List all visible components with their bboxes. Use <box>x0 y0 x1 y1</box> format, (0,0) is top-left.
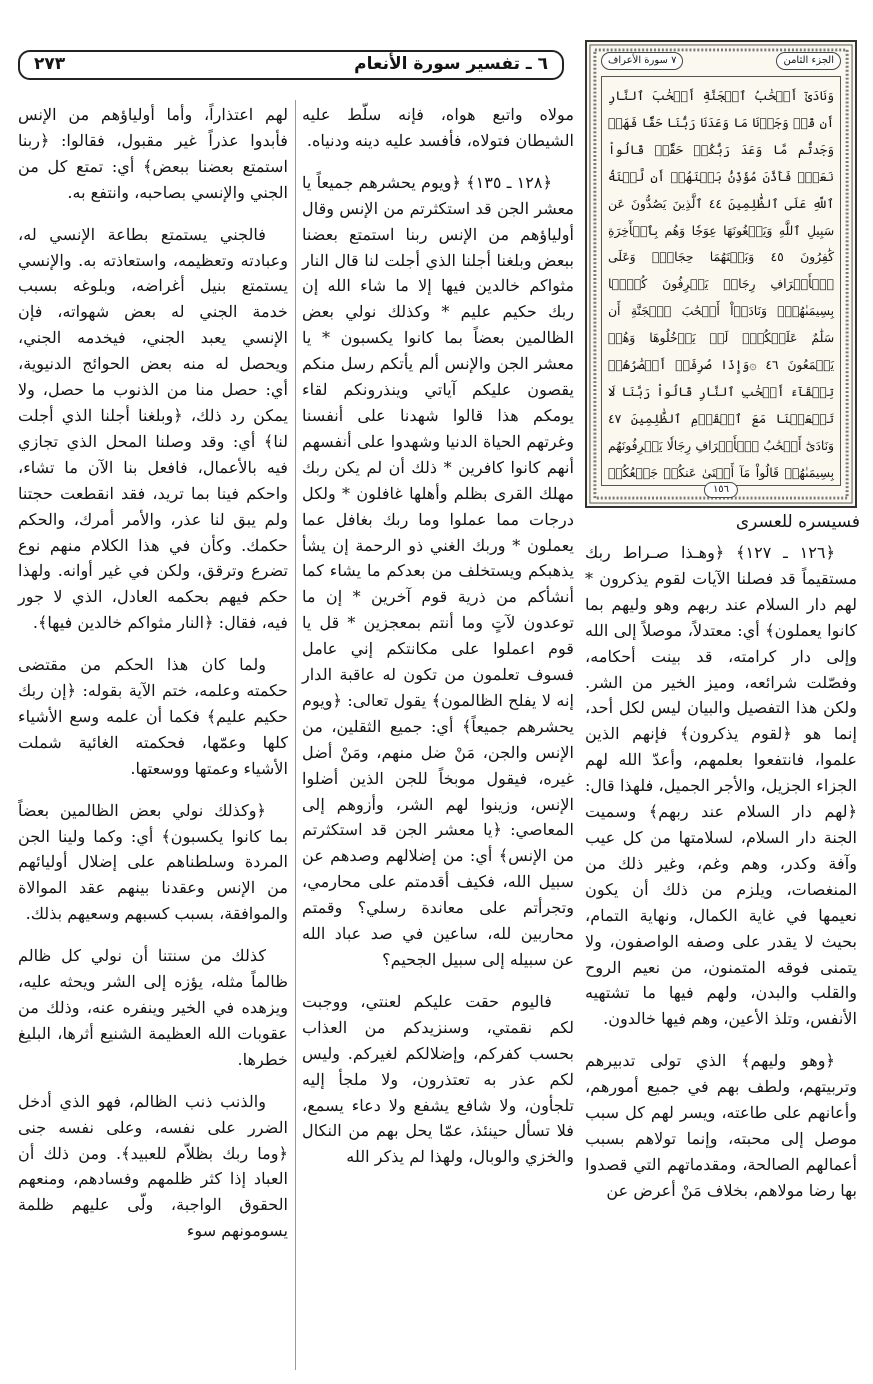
paragraph: فالجني يستمتع بطاعة الإنسي له، وعبادته وتعظيمه، واستعاذته به. والإنسي يستمتع بنيل أغراضه، وبلوغه بسبب خدمة الجني له بعض شهواته، فإن الإنسي يعبد الجني، فيخدمه الجني، ويحصل له منه بعض الحوائج الدنيوية، أي: حصل منا من الذنوب ما حصل، ولا يمكن رد ذلك، ﴿وبلغنا أجلنا الذي أجلت لنا﴾ أي: وقد وصلنا المحل الذي تجازي فيه بالأعمال، فافعل بنا الآن ما تشاء، واحكم فينا بما تريد، فقد انقطعت حجتنا ولم يبق لنا عذر، والأمر أمرك، والحكم حكمك. وكأن في هذا الكلام منهم نوع تضرع وترقق، ولكن في غير أوانه. ولهذا حكم فيهم بحكمه العادل، الذي لا جور فيه، فقال: ﴿النار مثواكم خالدين فيها﴾. <box>18 224 288 633</box>
quran-verses: وَنَادَىٰٓ أَصۡحَٰبُ ٱلۡجَنَّةِ أَصۡحَٰبَ ٱلنَّارِ أَن قَدۡ وَجَدۡنَا مَا وَعَدَنَا رَبُّنَا حَقّٗا فَهَلۡ وَجَدتُّم مَّا وَعَدَ رَبُّكُمۡ حَقّٗاۖ قَالُواْ نَعَمۡۚ فَأَذَّنَ مُؤَذِّنُۢ بَيۡنَهُمۡ أَن لَّعۡنَةُ ٱللَّهِ عَلَى ٱلظَّٰلِمِينَ ٤٤ ٱلَّذِينَ يَصُدُّونَ عَن سَبِيلِ ٱللَّهِ وَيَبۡغُونَهَا عِوَجٗا وَهُم بِٱلۡأٓخِرَةِ كَٰفِرُونَ ٤٥ وَبَيۡنَهُمَا حِجَابٞۚ وَعَلَى ٱلۡأَعۡرَافِ رِجَالٞ يَعۡرِفُونَ كُلَّۢا بِسِيمَىٰهُمۡۚ وَنَادَوۡاْ أَصۡحَٰبَ ٱلۡجَنَّةِ أَن سَلَٰمٌ عَلَيۡكُمۡۚ لَمۡ يَدۡخُلُوهَا وَهُمۡ يَطۡمَعُونَ ٤٦ ۞وَإِذَا صُرِفَتۡ أَبۡصَٰرُهُمۡ تِلۡقَآءَ أَصۡحَٰبِ ٱلنَّارِ قَالُواْ رَبَّنَا لَا تَجۡعَلۡنَا مَعَ ٱلۡقَوۡمِ ٱلظَّٰلِمِينَ ٤٧ وَنَادَىٰٓ أَصۡحَٰبُ ٱلۡأَعۡرَافِ رِجَالٗا يَعۡرِفُونَهُم بِسِيمَىٰهُمۡ قَالُواْ مَآ أَغۡنَىٰ عَنكُمۡ جَمۡعُكُمۡ <box>601 76 841 486</box>
running-header-title: ٦ ـ تفسير سورة الأنعام <box>354 54 548 74</box>
paragraph: كذلك من سنتنا أن نولي كل ظالم ظالماً مثله، يؤزه إلى الشر ويحثه عليه، ويزهده في الخير وينفره عنه، وذلك من عقوبات الله العظيمة الشنيع أثرها، البليغ خطرها. <box>18 946 288 1069</box>
juz-label: الجزء الثامن <box>776 52 841 70</box>
paragraph: فاليوم حقت عليكم لعنتي، ووجبت لكم نقمتي، وسنزيدكم من العذاب بحسب كفركم، وإضلالكم لغيركم. وليس لكم عذر به تعتذرون، ولا ملجأ إليه تلجأون، ولا شافع يشفع ولا دعاء يسمع، فلا تسأل حينئذ، عمّا يحل بهم من النكال والخزي والوبال، ولهذا لم يذكر الله <box>302 991 574 1167</box>
quran-page-number: ١٥٦ <box>704 482 738 498</box>
quran-page-image <box>585 40 857 508</box>
column-middle <box>302 102 574 1170</box>
paragraph: لهم اعتذاراً، وأما أولياؤهم من الإنس فأبدوا عذراً غير مقبول، فقالوا: ﴿ربنا استمتع بعضنا ببعض﴾ أي: تمتع كل من الجني والإنسي بصاحبه، وانتفع به. <box>18 105 288 202</box>
page-number: ٢٧٣ <box>34 54 66 74</box>
paragraph: مولاه واتبع هواه، فإنه سلّط عليه الشيطان فتولاه، فأفسد عليه دينه ودنياه. <box>302 105 574 150</box>
column-divider <box>295 100 296 1370</box>
column-continuation: فسيسره للعسرى <box>735 512 860 532</box>
paragraph: والذنب ذنب الظالم، فهو الذي أدخل الضرر على نفسه، وعلى نفسه جنى ﴿وما ربك بظلاّم للعبيد﴾. ومن ذلك أن العباد إذا كثر ظلمهم وفسادهم، ومنعهم الحقوق الواجبة، ولّى عليهم ظلمة يسومونهم سوء <box>18 1091 288 1241</box>
column-left <box>18 102 288 1244</box>
running-header <box>18 50 564 80</box>
paragraph: ﴿وكذلك نولي بعض الظالمين بعضاً بما كانوا يكسبون﴾ أي: وكما ولينا الجن المردة وسلطناهم على إضلال أوليائهم من الإنس وعقدنا بينهم عقد الموالاة والموافقة، بسبب كسبهم وسعيهم بذلك. <box>18 800 288 924</box>
quran-page-header <box>601 50 841 72</box>
paragraph: ﴿وهو وليهم﴾ الذي تولى تدبيرهم وتربيتهم، ولطف بهم في جميع أمورهم، وأعانهم على طاعته، ويسر لهم كل سبب موصل إلى محبته، وإنما تولاهم بسبب أعمالهم الصالحة، ومقدماتهم التي قصدوا بها رضا مولاهم، بخلاف مَنْ أعرض عن <box>585 1051 857 1200</box>
paragraph: ﴿١٢٦ ـ ١٢٧﴾ ﴿وهـذا صـراط ربك مستقيماً قد فصلنا الآيات لقوم يذكرون * لهم دار السلام عند ربهم وهو وليهم بما كانوا يعملون﴾ أي: معتدلاً، موصلاً إلى الله وإلى دار كرامته، قد بينت أحكامه، وفصّلت شرائعه، وميز الخير من الشر. ولكن هذا التفصيل والبيان ليس لكل أحد، إنما هو ﴿لقوم يذكرون﴾ فإنهم الذين علموا، فانتفعوا بعلمهم، وأعدّ الله لهم الجزاء الجزيل، والأجر الجميل، فلهذا قال: ﴿لهم دار السلام عند ربهم﴾ وسميت الجنة دار السلام، لسلامتها من كل عيب وآفة وكدر، وهم وغم، وغير ذلك من المنغصات، ويلزم من ذلك أن يكون نعيمها في غاية الكمال، ونهاية التمام، بحيث لا يقدر على وصفه الواصفون، ولا يتمنى فوقه المتمنون، من نعيم الروح والقلب والبدن، ولهم فيها ما تشتهيه الأنفس، وتلذ الأعين، وهم فيها خالدون. <box>585 543 857 1029</box>
paragraph: ولما كان هذا الحكم من مقتضى حكمته وعلمه، ختم الآية بقوله: ﴿إن ربك حكيم عليم﴾ فكما أن علمه وسع الأشياء كلها وعمّها، فحكمته الغائية شملت الأشياء وعمتها ووسعتها. <box>18 655 288 778</box>
surah-label: ٧ سورة الأعراف <box>601 52 683 70</box>
column-right <box>585 540 857 1204</box>
paragraph: ﴿١٢٨ ـ ١٣٥﴾ ﴿ويوم يحشرهم جميعاً يا معشر الجن قد استكثرتم من الإنس وقال أولياؤهم من الإنس ربنا استمتع بعضنا ببعض وبلغنا أجلنا الذي أجلت لنا قال النار مثواكم خالدين فيها إلا ما شاء الله إن ربك حكيم عليم * وكذلك نولي بعض الظالمين بعضاً بما كانوا يكسبون * يا معشر الجن والإنس ألم يأتكم رسل منكم يقصون عليكم آياتي وينذرونكم لقاء يومكم هذا قالوا شهدنا على أنفسنا وغرتهم الحياة الدنيا وشهدوا على أنفسهم أنهم كانوا كافرين * ذلك أن لم يكن ربك مهلك القرى بظلم وأهلها غافلون * ولكل درجات مما عملوا وما ربك بغافل عما يعملون * وربك الغني ذو الرحمة إن يشأ يذهبكم ويستخلف من بعدكم ما يشاء كما أنشأكم من ذرية قوم آخرين * إن ما توعدون لآتٍ وما أنتم بمعجزين * قل يا قوم اعملوا على مكانتكم إني عامل فسوف تعلمون من تكون له عاقبة الدار إنه لا يفلح الظالمون﴾ يقول تعالى: ﴿ويوم يحشرهم جميعاً﴾ أي: جميع الثقلين، من الإنس والجن، مَنْ ضل منهم، ومَنْ أضل غيره، فيقول موبخاً للجن الذين أضلوا الإنس، وزينوا لهم الشر، وأزوهم إلى المعاصي: ﴿يا معشر الجن قد استكثرتم من الإنس﴾ أي: من إضلالهم وصدهم عن سبيل الله، فكيف أقدمتم على محارمي، وتجرأتم على معاندة رسلي؟ وقمتم محاربين لله، ساعين في صد عباد الله عن سبيله إلى سبيل الجحيم؟ <box>302 172 574 969</box>
